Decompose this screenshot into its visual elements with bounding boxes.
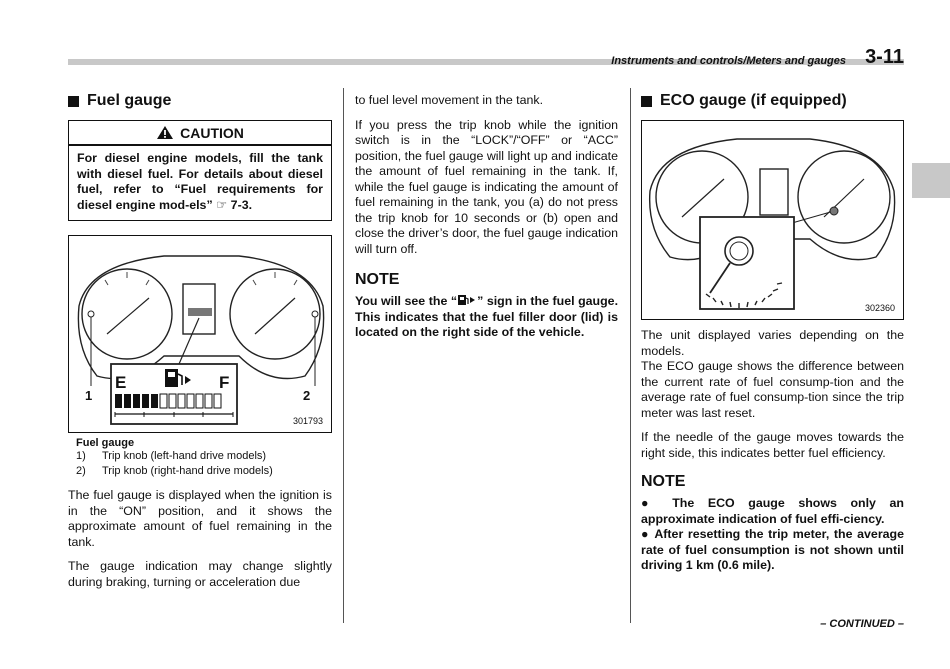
fuel-gauge-empty-label: E: [115, 373, 127, 392]
section-title-fuel-gauge: Fuel gauge: [68, 92, 332, 110]
caution-box: [68, 120, 332, 146]
square-bullet-icon: [641, 96, 652, 107]
column-fuel-gauge: [68, 90, 332, 590]
column-fuel-gauge-continued: [355, 90, 618, 341]
warning-triangle-icon: [156, 125, 174, 140]
page-number: 3-11: [865, 46, 904, 68]
column-divider: [630, 88, 631, 623]
figure-number: 302360: [864, 303, 895, 313]
bullet-icon: ●: [641, 496, 673, 510]
eco-gauge-figure: [641, 120, 904, 320]
note-title: NOTE: [355, 271, 400, 288]
note-item: ● After resetting the trip meter, the average rate of fuel consumption is not shown until driving 1 km (0.6 mile).: [641, 527, 904, 572]
header-section-title: Instruments and controls/Meters and gauges: [611, 55, 846, 67]
body-paragraph: to fuel level movement in the tank.: [355, 93, 544, 107]
square-bullet-icon: [68, 96, 79, 107]
fuel-gauge-figure: [68, 235, 332, 433]
eco-cluster-illustration: [642, 121, 903, 317]
body-paragraph: The gauge indication may change slightly during braking, turning or acceleration due: [68, 559, 332, 589]
section-title-eco-gauge: ECO gauge (if equipped): [641, 92, 904, 110]
body-paragraph: If you press the trip knob while the ignition switch is in the “LOCK”/“OFF” or “ACC” position, the fuel gauge will light up and indicate the amount of fuel remaining in the tank. If, while the fuel gauge is indicating the amount of fuel remaining in the tank, you (a) do not press the trip knob for 10 seconds or (b) open and close the driver’s door, the fuel gauge indication will turn off.: [355, 117, 618, 256]
caution-text: For diesel engine models, fill the tank with diesel fuel. For details about diesel fuel, refer to “Fuel requirements for diesel engine mod-els” ☞ 7-3.: [68, 146, 332, 221]
fuel-gauge-full-label: F: [219, 373, 230, 392]
note-title: NOTE: [641, 473, 686, 490]
body-paragraph: The unit displayed varies depending on the models.: [641, 328, 904, 358]
figure-number: 301793: [292, 416, 323, 426]
caution-header: CAUTION: [69, 121, 331, 145]
chapter-thumb-tab: [912, 163, 950, 198]
page-reference-icon: ☞: [216, 197, 228, 212]
caption-item: 2) Trip knob (right-hand drive models): [76, 465, 273, 477]
column-divider: [343, 88, 344, 623]
column-eco-gauge: [641, 90, 904, 574]
body-paragraph: If the needle of the gauge moves towards the right side, this indicates better fuel efficiency.: [641, 430, 904, 460]
body-paragraph: The fuel gauge is displayed when the ignition is in the “ON” position, and it shows the approximate amount of fuel remaining in the tank.: [68, 488, 332, 549]
figure-caption-title: Fuel gauge: [76, 437, 135, 449]
bullet-icon: ●: [641, 527, 655, 541]
fuel-door-side-icon: [457, 294, 477, 306]
note-text: You will see the “ ” sign in the fuel gauge. This indicates that the fuel filler door (lid) is located on the right side of the vehicle.: [355, 294, 619, 339]
body-paragraph: The ECO gauge shows the difference between the current rate of fuel consump-tion and the average rate of fuel consump-tion since the trip meter was last reset.: [641, 359, 904, 420]
callout-2: 2: [303, 388, 311, 403]
continued-label: – CONTINUED –: [820, 618, 904, 630]
instrument-cluster-illustration: [69, 236, 331, 430]
callout-1: 1: [85, 388, 93, 403]
note-item: ● The ECO gauge shows only an approximate indication of fuel effi-ciency.: [641, 496, 904, 526]
caption-item: 1) Trip knob (left-hand drive models): [76, 450, 267, 462]
